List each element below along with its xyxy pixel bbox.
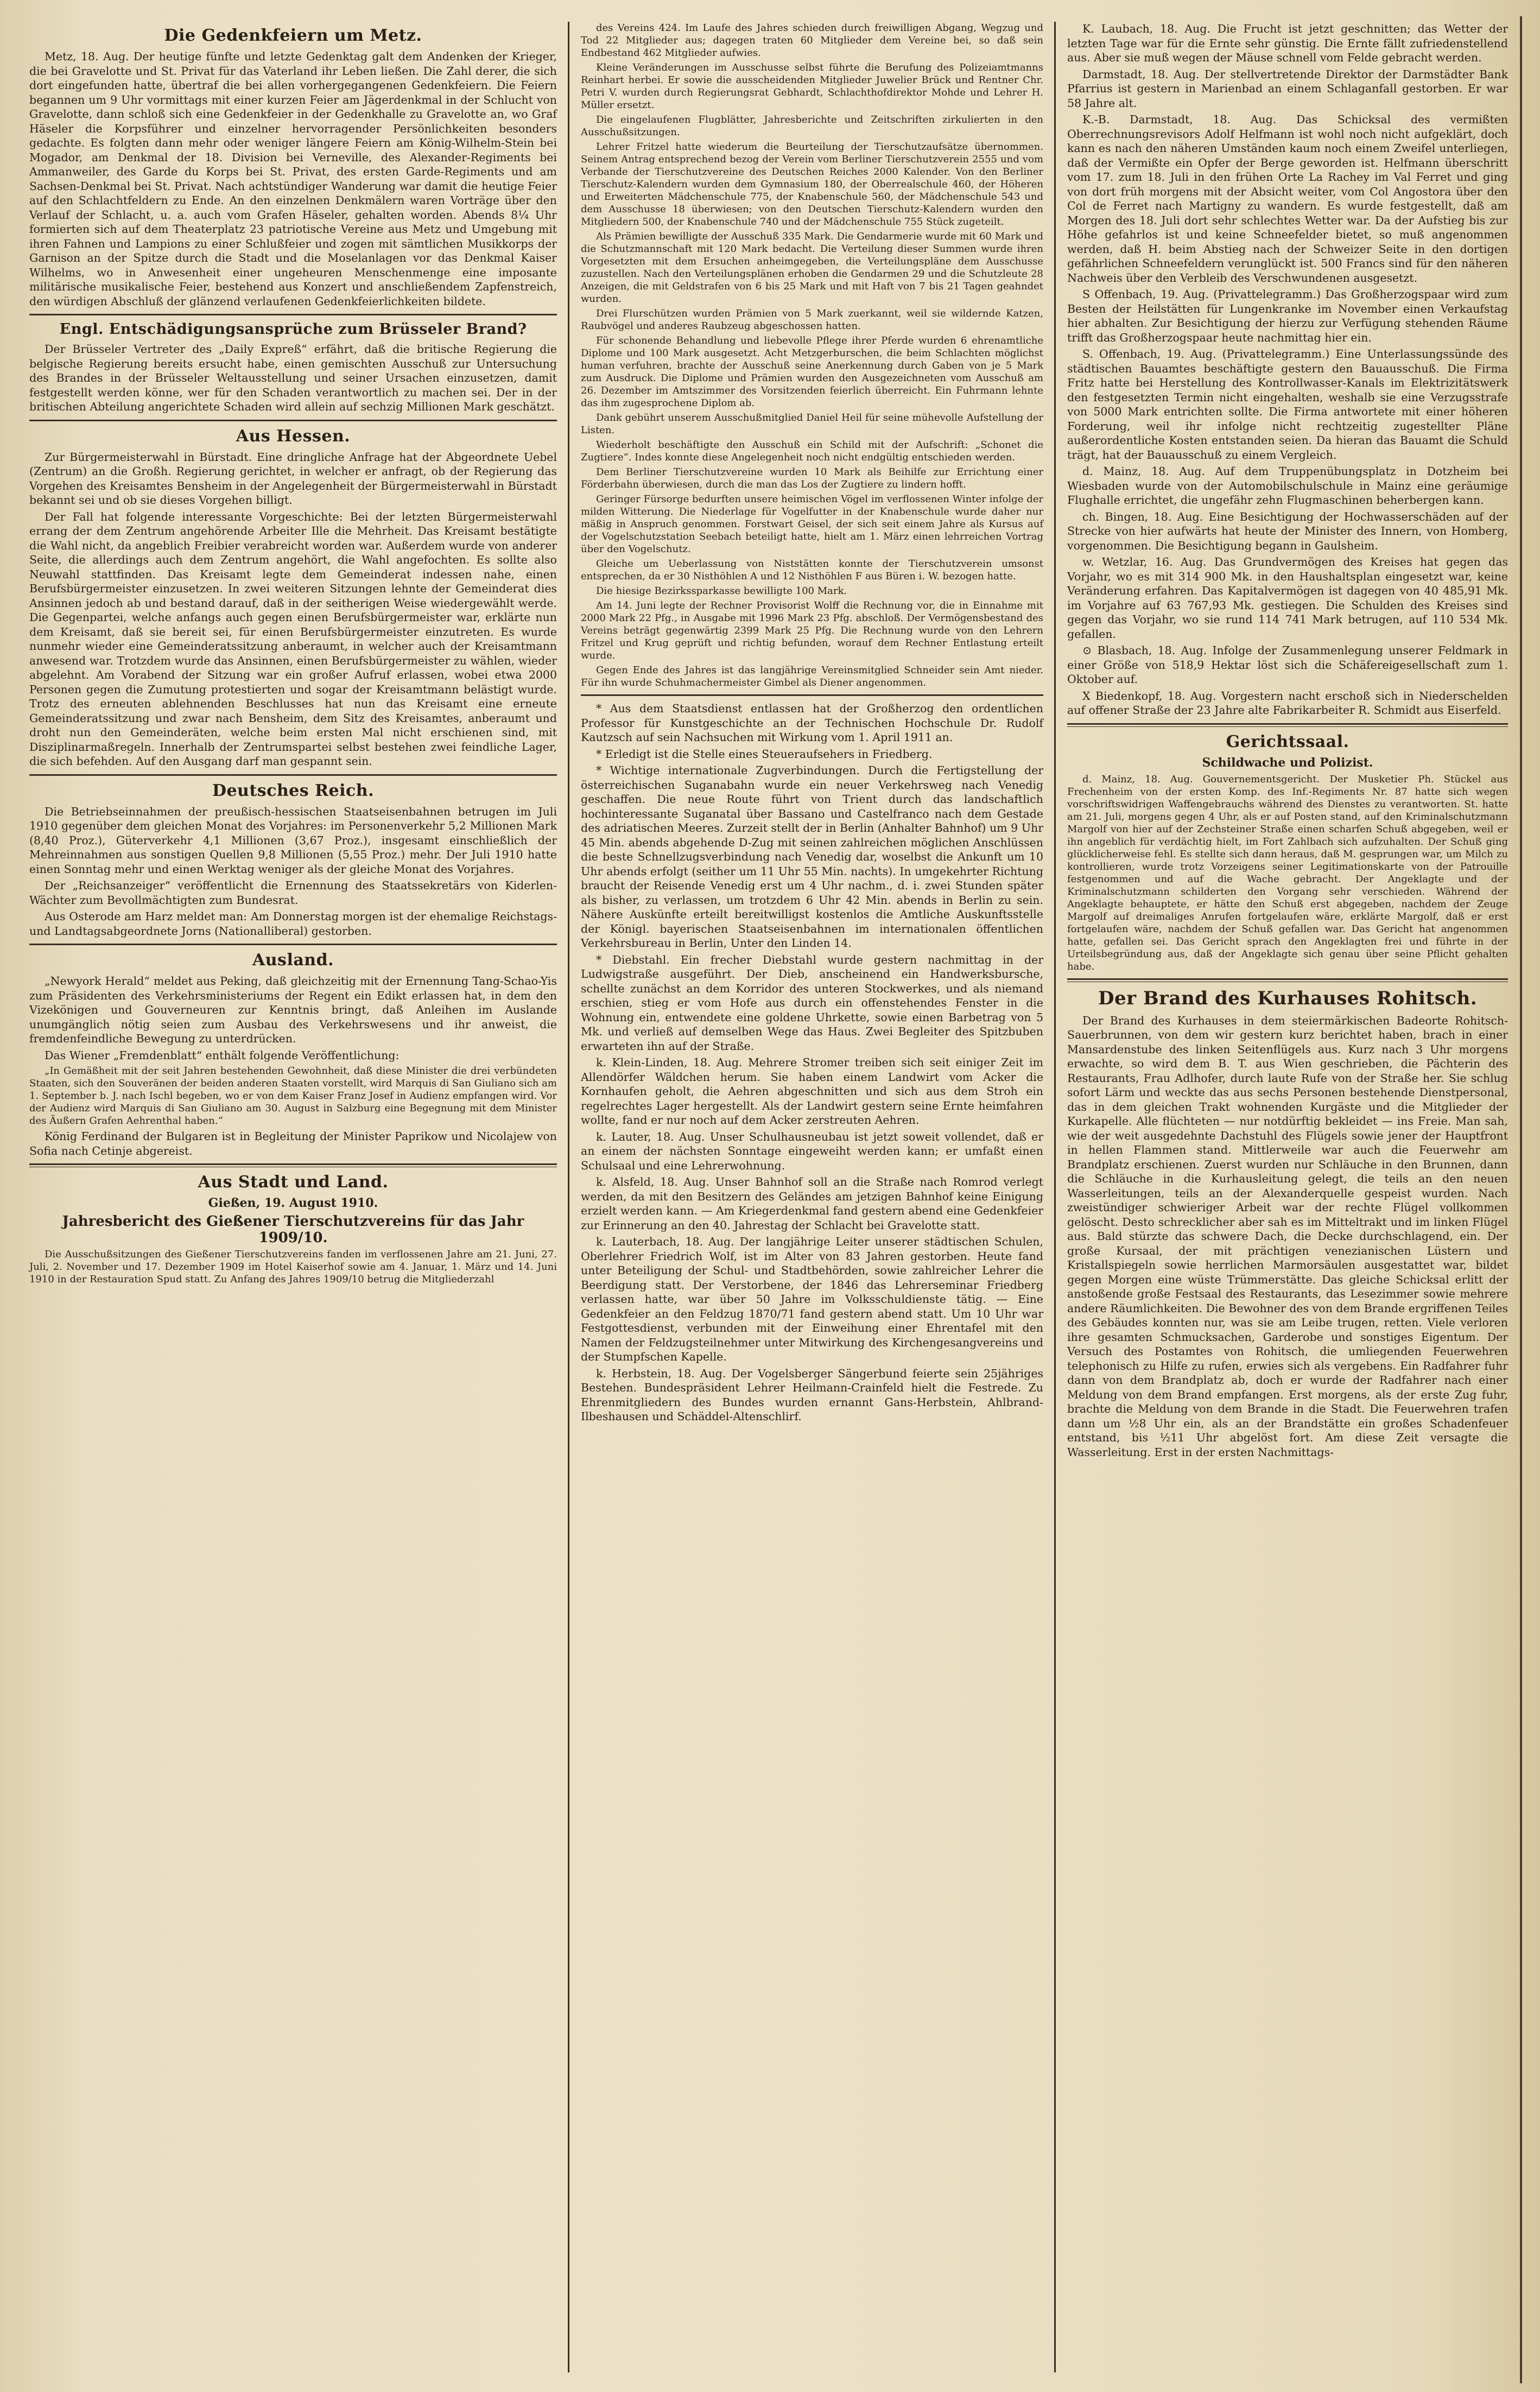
paragraph: * Erledigt ist die Stelle eines Steueraufsehers in Friedberg. xyxy=(596,747,933,761)
paragraph: Die hiesige Bezirkssparkasse bewilligte 100 Mark. xyxy=(596,585,847,597)
paragraph: k. Lauterbach, 18. Aug. Der langjährige Leiter unserer städtischen Schulen, Oberlehrer Friedrich Wolf, ist im Alter von 83 Jahren gestorben. Heute fand unter Beteiligung der Schul- und Stadtbehörden, sowie zahlreicher Lehrer die Beerdigung statt. Der Verstorbene, der 1846 das Lehrerseminar Friedberg verlassen hatte, war über 50 Jahre im Volksschuldienste tätig. — Eine Gedenkfeier an den Feldzug 1870/71 fand gestern abend statt. Um 10 Uhr war Festgottesdienst, verbunden mit der Einweihung einer Ehrentafel mit den Namen der Feldzugsteilnehmer unter Mitwirkung des Kirchengesangvereins und der Stumpfschen Kapelle. xyxy=(581,1235,1043,1363)
paragraph: K.-B. Darmstadt, 18. Aug. Das Schicksal des vermißten Oberrechnungsrevisors Adolf Helfmann ist wohl noch nicht aufgeklärt, doch kann es nach den näheren Umständen kaum noch einem Zweifel unterliegen, daß der Vermißte ein Opfer der Berge geworden ist. Helfmann überschritt vom 17. zum 18. Juli in den frühen Orte La Rachey im Val Ferret und ging von dort früh morgens mit der Absicht weiter, vom Col Angostora über den Col de Ferret nach Martigny zu wandern. Es wurde festgestellt, daß am Morgen des 18. Juli dort sehr schlechtes Wetter war. Da der Aufstieg bis zur Höhe gefahrlos ist und keine Schneefelder bietet, so muß angenommen werden, daß H. beim Abstieg nach der Schweizer Seite in den dortigen gefährlichen Schneefeldern verunglückt ist. 500 Francs sind für den näheren Nachweis über den Verbleib des Verschwundenen ausgesetzt. xyxy=(1067,113,1508,284)
paragraph: Aus Osterode am Harz meldet man: Am Donnerstag morgen ist der ehemalige Reichstags- und Landtagsabgeordnete Jorns (Nationalliberal) gestorben. xyxy=(29,910,557,938)
divider xyxy=(1067,978,1508,982)
divider xyxy=(581,694,1043,696)
column-3 xyxy=(1060,22,1516,2378)
divider xyxy=(29,944,557,945)
paragraph: w. Wetzlar, 16. Aug. Das Grundvermögen des Kreises hat gegen das Vorjahr, wo es mit 314 900 Mk. in den Haushaltsplan eingesetzt war, keine Veränderung erfahren. Das Kapitalvermögen ist dagegen von 40 485,91 Mk. im Vorjahre auf 63 767,93 Mk. gestiegen. Die Schulden des Kreises sind gegen das Vorjahr, wo sie rund 114 741 Mark betrugen, auf 110 534 Mk. gefallen. xyxy=(1067,555,1508,641)
paragraph: S Offenbach, 19. Aug. (Privattelegramm.) Das Großherzogspaar wird zum Besten der Heilstätten für Lungenkranke im November einen Verkaufstag hier abhalten. Zur Besichtigung der hierzu zur Verfügung stehenden Räume trifft das Großherzogspaar heute nachmittag hier ein. xyxy=(1067,288,1508,344)
paragraph: Geringer Fürsorge bedurften unsere heimischen Vögel im verflossenen Winter infolge der milden Witterung. Die Niederlage für Vogelfutter in der Knabenschule wurde daher nur mäßig in Anspruch genommen. Forstwart Geisel, der sich seit einem Jahre als Kursus auf der Vogelschutzstation Seebach beteiligt hatte, hielt am 1. März einen lehrreichen Vortrag über den Vogelschutz. xyxy=(581,493,1043,555)
paragraph: Der Fall hat folgende interessante Vorgeschichte: Bei der letzten Bürgermeisterwahl errang der dem Zentrum angehörende Arbeiter Ille die Mehrheit. Das Kreisamt bestätigte die Wahl nicht, da angeblich Freibier verabreicht worden war. Außerdem wurde von anderer Seite, die allerdings auch dem Zentrum angehört, die Wahl angefochten. Es sollte also Neuwahl stattfinden. Das Kreisamt legte dem Gemeinderat indessen nahe, einen Berufsbürgermeister einzusetzen. In zwei weiteren Sitzungen lehnte der Gemeinderat dies Ansinnen jedoch ab und bestand darauf, daß in der seitherigen Weise wiedergewählt werde. Die Gegenpartei, welche anfangs auch gegen einen Berufsbürgermeister war, erklärte nun dem Kreisamt, daß sie bereit sei, für einen Berufsbürgermeister einzutreten. Es wurde nunmehr wieder eine Gemeinderatssitzung anberaumt, in welcher auch der Kreisamtmann anwesend war. Trotzdem wurde das Ansinnen, einen Berufsbürgermeister zu wählen, wieder abgelehnt. Am Vorabend der Sitzung war ein großer Aufruf erlassen, wobei etwa 2000 Personen gegen die Zumutung protestierten und sogar der Kreisamtmann belästigt wurde. Trotz des erneuten ablehnenden Beschlusses hat nun das Kreisamt eine erneute Gemeinderatssitzung und zwar nach Bensheim, dem Sitz des Kreisamtes, anberaumt und droht nun den Gemeinderäten, welche beim ersten Mal nicht erschienen sind, mit Disziplinarmaßregeln. Innerhalb der Zentrumspartei selbst bestehen zwei feindliche Lager, die sich befehden. Auf den Ausgang darf man gespannt sein. xyxy=(29,510,557,768)
paragraph: K. Laubach, 18. Aug. Die Frucht ist jetzt geschnitten; das Wetter der letzten Tage war für die Ernte sehr günstig. Die Ernte fällt zufriedenstellend aus. Aber sie muß wegen der Mäuse schnell vom Felde gebracht werden. xyxy=(1067,22,1508,64)
paragraph: d. Mainz, 18. Aug. Gouvernementsgericht. Der Musketier Ph. Stückel aus Frechenheim von der ersten Komp. des Inf.-Regiments Nr. 87 hatte sich wegen vorschriftswidrigen Waffengebrauchs während des Dienstes zu verantworten. St. hatte am 21. Juli, morgens gegen 4 Uhr, als er auf Posten stand, auf den Kriminalschutzmann Margolf von hier auf der Zechsteiner Straße einen scharfen Schuß abgegeben, weil er ihn angeblich für verdächtig hielt, im Fort Zahlbach sich aufzuhalten. Der Schuß ging glücklicherweise fehl. Es stellte sich dann heraus, daß M. gesprungen war, um Milch zu kontrollieren, wurde trotz Vorzeigens seiner Legitimationskarte von der Patrouille festgenommen und auf die Wache gebracht. Der Angeklagte und der Kriminalschutzmann schilderten den Vorgang sehr verschieden. Während der Angeklagte behauptete, er hätte den Schuß erst abgegeben, nachdem der Zeuge Margolf auf dreimaliges Anrufen fortgelaufen wäre, erklärte Margolf, daß er erst fortgelaufen wäre, nachdem der Schuß gefallen war. Das Gericht hat angenommen hatte, gefallen sei. Das Gericht sprach den Angeklagten frei und führte in der Urteilsbegründung aus, daß der Angeklagte sich genau über seine Pflicht gehalten habe. xyxy=(1067,773,1508,972)
paragraph: „In Gemäßheit mit der seit Jahren bestehenden Gewohnheit, daß diese Minister die drei verbündeten Staaten, sich den Souveränen der beiden anderen Staaten vorstellt, wird Marquis di San Giuliano sich am 1. September b. J. nach Ischl begeben, wo er von dem Kaiser Franz Josef in Audienz empfangen wird. Vor der Audienz wird Marquis di San Giuliano am 30. August in Salzburg eine Begegnung mit dem Minister des Äußern Grafen Aehrenthal haben.“ xyxy=(29,1065,557,1127)
paragraph: Am 14. Juni legte der Rechner Provisorist Wolff die Rechnung vor, die in Einnahme mit 2000 Mark 22 Pfg., in Ausgabe mit 1996 Mark 23 Pfg. abschloß. Der Vermögensbestand des Vereins beträgt gegenwärtig 2399 Mark 25 Pfg. Die Rechnung wurde von den Lehrern Fritzel und Krug geprüft und richtig befunden, worauf dem Rechner Entlastung erteilt wurde. xyxy=(581,600,1043,661)
paragraph: Gleiche um Ueberlassung von Niststätten konnte der Tierschutzverein umsonst entsprechen, da er 30 Nisthöhlen A und 12 Nisthöhlen F aus Büren i. W. bezogen hatte. xyxy=(581,558,1043,582)
paragraph: König Ferdinand der Bulgaren ist in Begleitung der Minister Paprikow und Nicolajew von Sofia nach Cetinje abgereist. xyxy=(29,1130,557,1157)
article-title-engl: Engl. Entschädigungsansprüche zum Brüsseler Brand? xyxy=(59,321,527,338)
paragraph: Als Prämien bewilligte der Ausschuß 335 Mark. Die Gendarmerie wurde mit 60 Mark und die Schutzmannschaft mit 120 Mark bedacht. Die Verteilung dieser Summen wurde ihren Vorgesetzten mit dem Ersuchen anheimgegeben, die Verteilungspläne dem Ausschusse zuzustellen. Nach den Verteilungsplänen erhoben die Gendarmen 29 und die Schutzleute 28 Anzeigen, die mit Geldstrafen von 6 bis 25 Mark und mit Haft von 7 bis 21 Tagen geahndet wurden. xyxy=(581,231,1043,305)
divider xyxy=(29,420,557,421)
paragraph: k. Lauter, 18. Aug. Unser Schulhausneubau ist jetzt soweit vollendet, daß er an einem der nächsten Sonntage eingeweiht werden kann; er umfaßt einen Schulsaal und eine Lehrerwohnung. xyxy=(581,1130,1043,1172)
divider xyxy=(29,774,557,776)
paragraph: Der „Reichsanzeiger“ veröffentlicht die Ernennung des Staatssekretärs von Kiderlen-Wächter zum Bevollmächtigten zum Bundesrat. xyxy=(29,879,557,907)
section-title-hessen: Aus Hessen. xyxy=(236,426,351,446)
paragraph: S. Offenbach, 19. Aug. (Privattelegramm.) Eine Unterlassungssünde des städtischen Bauamtes beschäftigte gestern den Bauausschuß. Die Firma Fritz hatte bei Herstellung des Kontrollwasser-Kanals im Elektrizitätswerk den festgesetzten Termin nicht eingehalten, weshalb sie eine Verzugsstrafe von 5000 Mark entrichten sollte. Die Firma antwortete mit einer höheren Forderung, weil ihr infolge nicht rechtzeitig zugestellter Pläne außerordentliche Kosten entstanden seien. Da hieran das Bauamt die Schuld trägt, hat der Bauausschuß zu einem Vergleich. xyxy=(1067,347,1508,461)
article-subtitle: Schildwache und Polizist. xyxy=(1202,755,1373,770)
paragraph: Der Brand des Kurhauses in dem steiermärkischen Badeorte Rohitsch-Sauerbrunnen, von dem wir gestern kurz berichtet haben, brach in einer Mansardenstube des linken Seitenflügels aus. Kurz nach 3 Uhr morgens erwachte, so wird dem B. T. aus Wien geschrieben, die Pächterin des Restaurants, Frau Adlhofer, durch laute Rufe von der Straße her. Sie schlug sofort Lärm und weckte das aus sechs Personen bestehende Dienstpersonal, das in dem gleichen Trakt wohnenden Kurgäste und die Mitglieder der Kurkapelle. Alle flüchteten — nur notdürftig bekleidet — ins Freie. Man sah, wie der weit ausgedehnte Dachstuhl des Flügels sowie jener der Hauptfront in hellen Flammen stand. Mittlerweile war auch die Feuerwehr am Brandplatz erschienen. Zuerst wurden nur Schläuche in den Brunnen, dann die Schläuche in die Kurhausleitung gelegt, die teils an den neuen Wasserleitungen, teils an der Alexanderquelle gespeist wurden. Nach zweistündiger schwieriger Arbeit war der rechte Flügel vollkommen gelöscht. Desto schrecklicher aber sah es im Mitteltrakt und im linken Flügel aus. Bald stürzte das schwere Dach, die Decke durchschlagend, ein. Der große Kursaal, der mit prächtigen venezianischen Lüstern und Kristallspiegeln sowie herrlichen Marmorsäulen ausgestattet war, bildet gegen Morgen eine wüste Trümmerstätte. Das gleiche Schicksal erlitt der anstoßende große Festsaal des Restaurants, das Lesezimmer sowie mehrere andere Räumlichkeiten. Die Bewohner des von dem Brande ergriffenen Teiles des Gebäudes konnten nur, was sie am Leibe trugen, retten. Viele verloren ihre gesamten Schmucksachen, Garderobe und sonstiges Eigentum. Der Versuch des Postamtes von Rohitsch, die umliegenden Feuerwehren telephonisch zu Hilfe zu rufen, erwies sich als vergebens. Ein Radfahrer fuhr dann von dem Brandplatz ab, doch er wurde der Radfahrer nach einer Meldung von dem Brand empfangen. Erst morgens, als der erste Zug fuhr, brachte die Meldung von dem Brande in die Stadt. Die Feuerwehren trafen dann um ½8 Uhr ein, als an der Brandstätte ein großes Schadenfeuer entstand, bis ½11 Uhr abgelöst fort. Am diese Zeit versagte die Wasserleitung. Erst in der ersten Nachmittags- xyxy=(1067,1014,1508,1459)
paragraph: Lehrer Fritzel hatte wiederum die Beurteilung der Tierschutzaufsätze übernommen. Seinem Antrag entsprechend bezog der Verein vom Berliner Tierschutzverein 2555 und vom Verbande der Tierschutzvereine des Deutschen Reiches 2000 Kalender. Von den Berliner Tierschutz-Kalendern wurden dem Gymnasium 180, der Oberrealschule 460, der Höheren und Erweiterten Mädchenschule 775, der Knabenschule 560, der Mädchenschule 543 und dem Ausschusse 18 überwiesen; von den Deutschen Tierschutz-Kalendern wurden den Mitgliedern 500, der Knabenschule 740 und der Mädchenschule 755 Stück zugeteilt. xyxy=(581,141,1043,227)
paragraph: Das Wiener „Fremdenblatt“ enthält folgende Veröffentlichung: xyxy=(45,1048,400,1062)
paragraph: Dank gebührt unserem Ausschußmitglied Daniel Heil für seine mühevolle Aufstellung der Listen. xyxy=(581,412,1043,436)
paragraph: Die Ausschußsitzungen des Gießener Tierschutzvereins fanden im verflossenen Jahre am 21. Juni, 27. Juli, 2. November und 17. Dezember 1909 im Hotel Kaiserhof sowie am 4. Januar, 1. März und 14. Juni 1910 in der Restauration Spud statt. Zu Anfang des Jahres 1909/10 betrug die Mitgliederzahl xyxy=(29,1249,557,1285)
paragraph: Kleine Veränderungen im Ausschusse selbst führte die Berufung des Polizeiamtmanns Reinhart herbei. Er sowie die ausscheidenden Mitglieder Juwelier Brück und Rentner Chr. Petri V. wurden durch Regierungsrat Gebhardt, Schlachthofdirektor Mohde und Lehrer H. Müller ersetzt. xyxy=(581,62,1043,111)
article-body-metz: Metz, 18. Aug. Der heutige fünfte und letzte Gedenktag galt dem Andenken der Krieger, die bei Gravelotte und St. Privat für das Vaterland ihr Leben ließen. Die Zahl derer, die sich dort eingefunden hatte, übertraf die bei allen vorhergegangenen Gedenkfeiern. Die Feiern begannen um 9 Uhr vormittags mit einer kurzen Feier am Jägerdenkmal in der Schlucht von Gravelotte, dann schloß sich eine Gedenkfeier in der Gedenkhalle zu Gravelotte an, wo Graf Häseler die Korpsführer und einzelner hervorragender Persönlichkeiten besonders gedachte. Es folgten dann mehr oder weniger längere Feiern am König-Wilhelm-Stein bei Mogador, am Denkmal der 18. Division bei Verneville, des Alexander-Regiments bei Ammanweiler, des Garde du Korps bei St. Privat, des ersten Garde-Regiments und am Sachsen-Denkmal bei St. Privat. Nach achtstündiger Wanderung war damit die heutige Feier auf den Schlachtfeldern zu Ende. An den einzelnen Denkmälern waren Vorträge über den Verlauf der Schlacht, u. a. auch vom Grafen Häseler, gehalten worden. Abends 8¼ Uhr formierten sich auf dem Theaterplatz 23 patriotische Vereine aus Metz und Umgebung mit ihren Fahnen und Lampions zu einer Schlußfeier und zogen mit sämtlichen Musikkorps der Garnison an der Spitze durch die Stadt und die Moselanlagen vor das Denkmal Kaiser Wilhelms, wo in Anwesenheit einer ungeheuren Menschenmenge eine imposante militärische musikalische Feier, bestehend aus Konzert und anschließendem Zapfenstreich, den würdigen Abschluß der glänzend verlaufenen Gedenkfeierlichkeiten bildete. xyxy=(29,50,557,308)
paragraph: k. Alsfeld, 18. Aug. Unser Bahnhof soll an die Straße nach Romrod verlegt werden, da mit den Besitzern des Geländes am jetzigen Bahnhof keine Einigung erzielt werden kann. — Am Kriegerdenkmal fand gestern abend eine Gedenkfeier zur Erinnerung an den 40. Jahrestag der Schlacht bei Gravelotte statt. xyxy=(581,1175,1043,1232)
divider xyxy=(29,1163,557,1167)
article-title-jahresbericht: Jahresbericht des Gießener Tierschutzvereins für das Jahr 1909/10. xyxy=(62,1213,524,1246)
article-title-brand: Der Brand des Kurhauses Rohitsch. xyxy=(1098,987,1478,1009)
divider xyxy=(1067,723,1508,727)
section-title-gerichtssaal: Gerichtssaal. xyxy=(1226,732,1349,751)
article-title-metz: Die Gedenkfeiern um Metz. xyxy=(164,26,422,45)
paragraph: Die eingelaufenen Flugblätter, Jahresberichte und Zeitschriften zirkulierten in den Ausschußsitzungen. xyxy=(581,114,1043,138)
column-rule-right xyxy=(1054,22,1056,2372)
paragraph: * Aus dem Staatsdienst entlassen hat der Großherzog den ordentlichen Professor für Kunstgeschichte an der Technischen Hochschule Dr. Rudolf Kautzsch auf sein Nachsuchen mit Wirkung vom 1. April 1911 an. xyxy=(581,702,1043,744)
column-1 xyxy=(22,22,565,2378)
dateline: Gießen, 19. August 1910. xyxy=(208,1196,378,1210)
paragraph: d. Mainz, 18. Aug. Auf dem Truppenübungsplatz in Dotzheim bei Wiesbaden wurde von der Automobilschulschule in Mainz eine geräumige Flughalle errichtet, die ungefähr zehn Flugmaschinen beherbergen kann. xyxy=(1067,465,1508,507)
paragraph: * Diebstahl. Ein frecher Diebstahl wurde gestern nachmittag in der Ludwigstraße ausgeführt. Der Dieb, anscheinend ein Handwerksbursche, schellte zunächst an dem Korridor des unteren Stockwerkes, und als niemand erschien, stieg er vom Hofe aus durch ein offenstehendes Fenster in die Wohnung ein, entwendete eine goldene Uhrkette, sowie einen Barbetrag von 5 Mk. und verließ auf demselben Wege das Haus. Zwei Begleiter des Spitzbuben erwarteten ihn auf der Straße. xyxy=(581,953,1043,1053)
column-rule-left xyxy=(568,22,569,2372)
section-title-stadt: Aus Stadt und Land. xyxy=(198,1173,389,1192)
paragraph: Darmstadt, 18. Aug. Der stellvertretende Direktor der Darmstädter Bank Pfarrius ist gestern in Marienbad an einem Schlaganfall gestorben. Er war 58 Jahre alt. xyxy=(1067,67,1508,110)
section-title-ausland: Ausland. xyxy=(252,951,334,970)
paragraph: „Newyork Herald“ meldet aus Peking, daß gleichzeitig mit der Ernennung Tang-Schao-Yis zum Präsidenten des Verkehrsministeriums der Regent ein Edikt erlassen hat, in dem den Vizekönigen und Gouverneuren zur Kenntnis bringt, daß Anleihen im Auslande unumgänglich nötig seien zum Ausbau des Verkehrswesens und ihr anweist, die fremdenfeindliche Bewegung zu unterdrücken. xyxy=(29,974,557,1045)
paragraph: Für schonende Behandlung und liebevolle Pflege ihrer Pferde wurden 6 ehrenamtliche Diplome und 100 Mark ausgesetzt. Acht Metzgerburschen, die beim Schlachten möglichst human verfuhren, brachte der Ausschuß seine Anerkennung durch Gaben von je 5 Mark zum Ausdruck. Die Diplome und Prämien wurden den Ausgezeichneten vom Ausschuß am 26. Dezember im Amtszimmer des Vorsitzenden feierlich überreicht. Ein Fuhrmann lehnte das ihm zugesprochene Diplom ab. xyxy=(581,335,1043,409)
page-edge-rule xyxy=(1520,16,1522,2383)
paragraph: k. Herbstein, 18. Aug. Der Vogelsberger Sängerbund feierte sein 25jähriges Bestehen. Bundespräsident Lehrer Heilmann-Crainfeld hielt die Festrede. Zu Ehrenmitgliedern des Bundes wurden ernannt Gans-Herbstein, Ahlbrand-Ilbeshausen und Schäddel-Altenschlirf. xyxy=(581,1366,1043,1423)
paragraph: Drei Flurschützen wurden Prämien von 5 Mark zuerkannt, weil sie wildernde Katzen, Raubvögel und anderes Raubzeug abgeschossen hatten. xyxy=(581,308,1043,332)
section-title-reich: Deutsches Reich. xyxy=(212,781,375,800)
paragraph: ch. Bingen, 18. Aug. Eine Besichtigung der Hochwasserschäden auf der Strecke von hier aufwärts hat heute der Minister des Innern, von Homberg, vorgenommen. Die Besichtigung begann in Gaulsheim. xyxy=(1067,510,1508,552)
paragraph: Die Betriebseinnahmen der preußisch-hessischen Staatseisenbahnen betrugen im Juli 1910 gegenüber dem gleichen Monat des Vorjahres: im Personenverkehr 5,2 Millionen Mark (8,40 Proz.), Güterverkehr 4,1 Millionen (3,67 Proz.), insgesamt einschließlich der Mehreinnahmen aus sonstigen Quellen 9,8 Millionen (5,55 Proz.) mehr. Der Juli 1910 hatte einen Sonntag mehr und einen Werktag weniger als der gleiche Monat des Vorjahres. xyxy=(29,805,557,876)
divider xyxy=(29,314,557,315)
paragraph: Gegen Ende des Jahres ist das langjährige Vereinsmitglied Schneider sein Amt nieder. Für ihn wurde Schuhmachermeister Gimbel als Diener angenommen. xyxy=(581,665,1043,688)
paragraph: k. Klein-Linden, 18. Aug. Mehrere Stromer treiben sich seit einiger Zeit im Allendörfer Wäldchen herum. Sie haben einem Landwirt vom Acker die Kornhaufen geholt, die Aehren abgeschnitten und sich aus dem Stroh ein regelrechtes Lager hergestellt. Als der Landwirt gestern seine Ernte heimfahren wollte, fand er nur noch auf dem Acker zerstreuten Aehren. xyxy=(581,1056,1043,1127)
column-2 xyxy=(573,22,1051,2378)
paragraph: X Biedenkopf, 18. Aug. Vorgestern nacht erschoß sich in Niederschelden auf offener Straße der 23 Jahre alte Fabrikarbeiter R. Schmidt aus Eiserfeld. xyxy=(1067,689,1508,717)
paragraph: Wiederholt beschäftigte den Ausschuß ein Schild mit der Aufschrift: „Schonet die Zugtiere“. Indes konnte diese Angelegenheit noch nicht endgültig entschieden werden. xyxy=(581,439,1043,463)
paragraph: des Vereins 424. Im Laufe des Jahres schieden durch freiwilligen Abgang, Wegzug und Tod 22 Mitglieder aus; dagegen traten 60 Mitglieder dem Vereine bei, so daß sein Endbestand 462 Mitglieder aufwies. xyxy=(581,22,1043,59)
paragraph: * Wichtige internationale Zugverbindungen. Durch die Fertigstellung der österreichischen Suganabahn wurde ein neuer Verkehrsweg nach Venedig geschaffen. Die neue Route führt von Trient durch das landschaftlich hochinteressante Suganatal über Bassano und Castelfranco nach dem Gestade des adriatischen Meeres. Zurzeit stellt der in Berlin (Anhalter Bahnhof) um 9 Uhr 45 Min. abends abgehende D-Zug mit seinen zahlreichen möglichen Anschlüssen die beste Schnellzugsverbindung nach Venedig dar, woselbst die Ankunft um 10 Uhr abends erfolgt (seither um 11 Uhr 55 Min. nachts). In umgekehrter Richtung braucht der Reisende Venedig erst um 4 Uhr nachm., d. i. zwei Stunden später als bisher, zu verlassen, um trotzdem 6 Uhr 42 Min. abends in Berlin zu sein. Nähere Auskünfte erteilt bereitwilligst kostenlos die Amtliche Auskunftsstelle der Königl. bayerischen Staatseisenbahnen im internationalen öffentlichen Verkehrsbureau in Berlin, Unter den Linden 14. xyxy=(581,764,1043,950)
paragraph: ⊙ Blasbach, 18. Aug. Infolge der Zusammenlegung unserer Feldmark in einer Größe von 518,9 Hektar löst sich die Schäfereigesellschaft zum 1. Oktober auf. xyxy=(1067,644,1508,686)
article-body-engl: Der Brüsseler Vertreter des „Daily Expreß“ erfährt, daß die britische Regierung die belgische Regierung bereits ersucht habe, einen gemischten Ausschuß zur Untersuchung des Brandes in der Brüsseler Weltausstellung und seiner Ursachen einzusetzen, damit festgestellt werden könne, wer für den Schaden verantwortlich zu machen sei. Der in der britischen Abteilung angerichtete Schaden wird allein auf sechzig Millionen Mark geschätzt. xyxy=(29,343,557,413)
paragraph: Zur Bürgermeisterwahl in Bürstadt. Eine dringliche Anfrage hat der Abgeordnete Uebel (Zentrum) an die Großh. Regierung gerichtet, in welcher er anfragt, ob der Regierung das Vorgehen des Kreisamtes Bensheim in der Angelegenheit der Bürgermeisterwahl in Bürstadt bekannt sei und ob sie dieses Vorgehen billigt. xyxy=(29,450,557,507)
paragraph: Dem Berliner Tierschutzvereine wurden 10 Mark als Beihilfe zur Errichtung einer Förderbahn überwiesen, durch die man das Los der Zugtiere zu lindern hofft. xyxy=(581,466,1043,490)
